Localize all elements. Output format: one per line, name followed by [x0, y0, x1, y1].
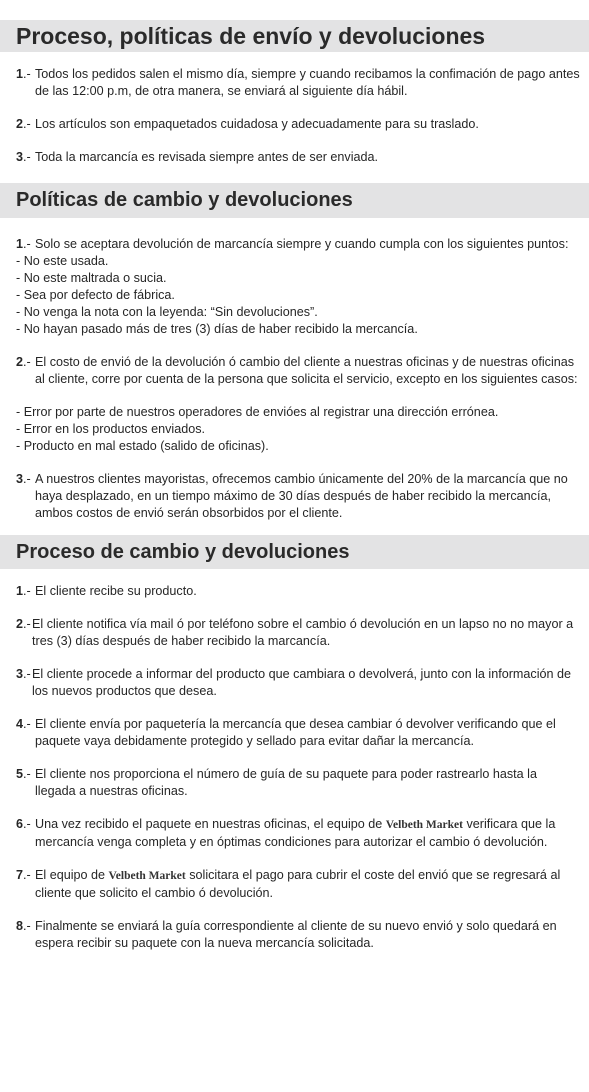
item-text: Todos los pedidos salen el mismo día, siempre y cuando recibamos la confimación de pago antes de las 12:00 p.m, de otra manera, se enviará al siguiente día hábil.	[35, 67, 580, 98]
section-title-exchange-process	[0, 535, 589, 569]
item-text: Finalmente se enviará la guía correspondiente al cliente de su nuevo envió y solo quedará en espera recibir su paquete con la nueva mercancía solicitada.	[35, 919, 557, 950]
item-text: El equipo de Velbeth Market solicitara el pago para cubrir el coste del envió que se regresará al cliente que solicito el cambio ó devolución.	[35, 868, 561, 900]
returns-policy-list	[0, 236, 589, 522]
brand-name: Velbeth Market	[385, 819, 463, 831]
section-title-text: Políticas de cambio y devoluciones	[16, 189, 353, 211]
section-title-returns-policy	[0, 183, 589, 218]
list-item: 2.- El cliente notifica vía mail ó por teléfono sobre el cambio ó devolución en un lapso no no mayor a tres (3) días después de haber recibido la marcancía.	[16, 617, 574, 648]
list-item: 2.- El costo de envió de la devolución ó cambio del cliente a nuestras oficinas y de nuestras oficinas al cliente, corre por cuenta de la persona que solicita el servicio, excepto en los siguientes casos:	[16, 355, 578, 386]
section-title-text: Proceso, políticas de envío y devoluciones	[16, 22, 486, 49]
item-text: A nuestros clientes mayoristas, ofrecemos cambio únicamente del 20% de la marcancía que no haya desplazado, en un tiempo máximo de 30 días después de haber recibido la mercancía, ambos costos de envió serán obsorbidos por el cliente.	[35, 472, 568, 520]
bullet-item: - Producto en mal estado (salido de oficinas).	[16, 439, 269, 453]
bullet-item: - No hayan pasado más de tres (3) días de haber recibido la mercancía.	[16, 322, 418, 336]
item-text: Una vez recibido el paquete en nuestras oficinas, el equipo de Velbeth Market verificara que la mercancía venga completa y en óptimas condiciones para autorizar el cambio ó devolución.	[35, 817, 556, 849]
item-text: El cliente procede a informar del producto que cambiara o devolverá, junto con la información de los nuevos productos que desea.	[32, 667, 572, 698]
list-item: 1.- Todos los pedidos salen el mismo día, siempre y cuando recibamos la confimación de pago antes de las 12:00 p.m, de otra manera, se enviará al siguiente día hábil.	[16, 67, 580, 98]
list-item: 3.- A nuestros clientes mayoristas, ofrecemos cambio únicamente del 20% de la marcancía que no haya desplazado, en un tiempo máximo de 30 días después de haber recibido la mercancía, ambos costos de envió serán obsorbidos por el cliente.	[16, 472, 568, 520]
list-item: 1.- Solo se aceptara devolución de marcancía siempre y cuando cumpla con los siguientes puntos:	[16, 237, 569, 251]
section-title-text: Proceso de cambio y devoluciones	[16, 540, 350, 563]
list-item: 6.- Una vez recibido el paquete en nuestras oficinas, el equipo de Velbeth Market verificara que la mercancía venga completa y en óptimas condiciones para autorizar el cambio ó devolución.	[16, 817, 556, 849]
bullet-item: - No venga la nota con la leyenda: “Sin devoluciones”.	[16, 305, 318, 319]
shipping-list	[0, 66, 589, 166]
item-text: El cliente notifica vía mail ó por teléfono sobre el cambio ó devolución en un lapso no no mayor a tres (3) días después de haber recibido la marcancía.	[32, 617, 574, 648]
section-title-shipping	[0, 20, 589, 52]
item-text: El cliente nos proporciona el número de guía de su paquete para poder rastrearlo hasta la llegada a nuestras oficinas.	[35, 767, 537, 798]
item-text: El cliente envía por paquetería la mercancía que desea cambiar ó devolver verificando que el paquete vaya debidamente protegido y sellado para evitar dañar la mercancía.	[35, 717, 556, 748]
brand-name: Velbeth Market	[108, 870, 186, 882]
list-item: 3.- Toda la marcancía es revisada siempre antes de ser enviada.	[16, 150, 379, 164]
list-item: 3.- El cliente procede a informar del producto que cambiara o devolverá, junto con la información de los nuevos productos que desea.	[16, 667, 572, 698]
list-item: 4.- El cliente envía por paquetería la mercancía que desea cambiar ó devolver verificando que el paquete vaya debidamente protegido y sellado para evitar dañar la mercancía.	[16, 717, 556, 748]
list-item: 1.- El cliente recibe su producto.	[16, 584, 197, 598]
list-item: 8.- Finalmente se enviará la guía correspondiente al cliente de su nuevo envió y solo quedará en espera recibir su paquete con la nueva mercancía solicitada.	[16, 919, 557, 950]
item-text: El costo de envió de la devolución ó cambio del cliente a nuestras oficinas y de nuestras oficinas al cliente, corre por cuenta de la persona que solicita el servicio, excepto en los siguientes casos:	[35, 355, 578, 386]
bullet-item: - Error en los productos enviados.	[16, 422, 205, 436]
bullet-item: - No este usada.	[16, 254, 109, 268]
item-text: Solo se aceptara devolución de marcancía siempre y cuando cumpla con los siguientes puntos:	[35, 237, 569, 251]
item-text: El cliente recibe su producto.	[35, 584, 197, 598]
bullet-item: - No este maltrada o sucia.	[16, 271, 167, 285]
list-item: 2.- Los artículos son empaquetados cuidadosa y adecuadamente para su traslado.	[16, 117, 479, 131]
list-item: 5.- El cliente nos proporciona el número de guía de su paquete para poder rastrearlo hasta la llegada a nuestras oficinas.	[16, 767, 537, 798]
item-text: Los artículos son empaquetados cuidadosa y adecuadamente para su traslado.	[35, 117, 479, 131]
exchange-process-list	[0, 583, 589, 952]
list-item: 7.- El equipo de Velbeth Market solicitara el pago para cubrir el coste del envió que se regresará al cliente que solicito el cambio ó devolución.	[16, 868, 561, 900]
item-text: Toda la marcancía es revisada siempre antes de ser enviada.	[35, 150, 379, 164]
bullet-item: - Error por parte de nuestros operadores de envióes al registrar una dirección errónea.	[16, 405, 499, 419]
bullet-item: - Sea por defecto de fábrica.	[16, 288, 175, 302]
